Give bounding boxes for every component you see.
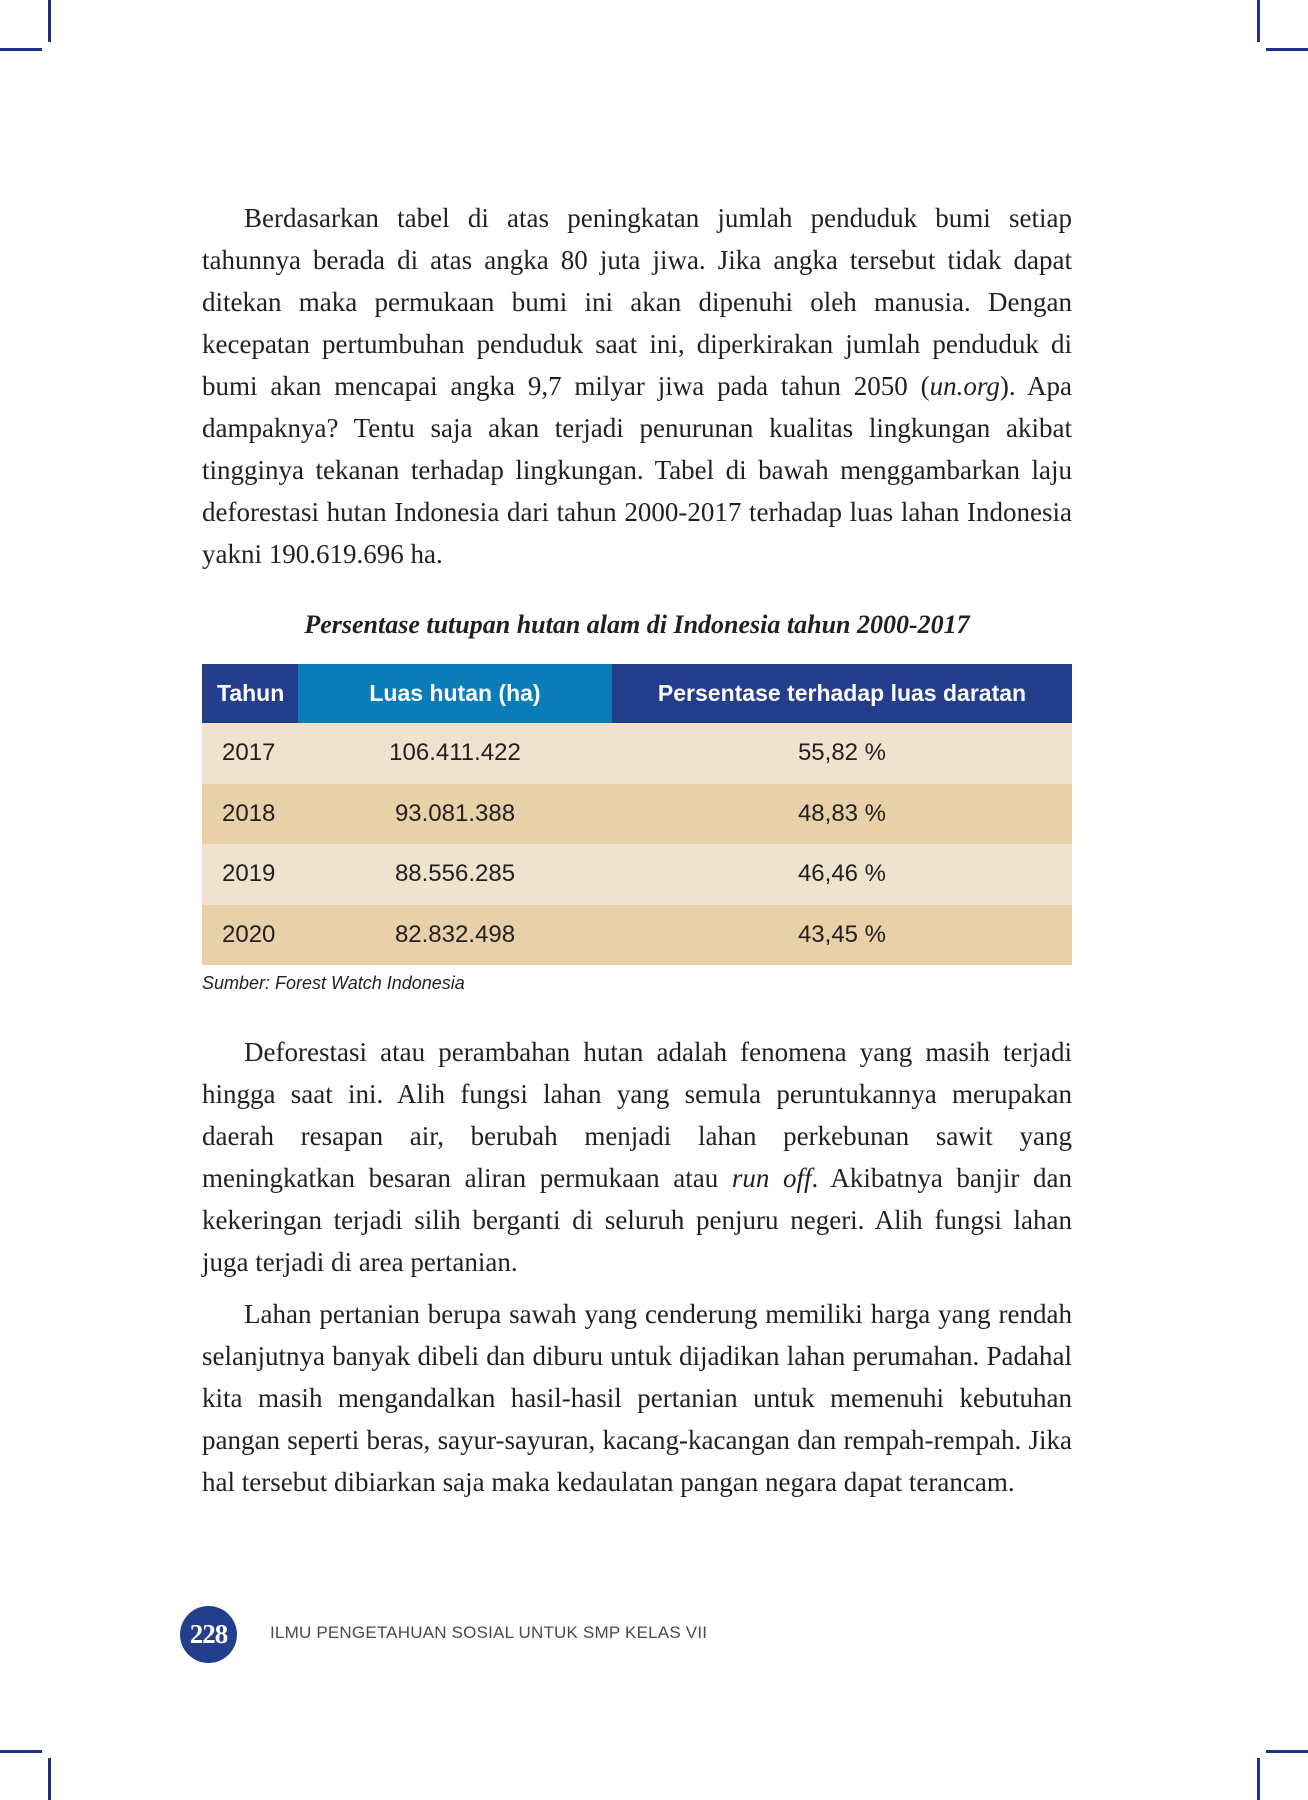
crop-mark-bottom-left-horizontal [0,1750,42,1753]
column-header-forest-area: Luas hutan (ha) [298,664,612,723]
crop-mark-top-right-vertical [1257,0,1260,42]
table-row [202,784,1072,845]
cell-year: 2020 [202,905,298,966]
table-row [202,844,1072,905]
paragraph-agriculture: Lahan pertanian berupa sawah yang cenderung memiliki harga yang rendah selanjutnya banyak dibeli dan diburu untuk dijadikan lahan perumahan. Padahal kita masih mengandalkan hasil-hasil pertanian untuk memenuhi kebutuhan pangan seperti beras, sayur-sayuran, kacang-kacangan dan rempah-rempah. Jika hal tersebut dibiarkan saja maka kedaulatan pangan negara dapat terancam. [202,1299,1072,1497]
term-run-off: run off [731,1163,812,1193]
table-caption: Persentase tutupan hutan alam di Indonesia tahun 2000-2017 [304,610,970,639]
running-footer-title: ILMU PENGETAHUAN SOSIAL UNTUK SMP KELAS VII [270,1623,708,1642]
crop-mark-bottom-right-horizontal [1266,1750,1308,1753]
column-header-year: Tahun [202,664,298,723]
cell-percentage: 46,46 % [612,844,1072,905]
paragraph-deforestation: Deforestasi atau perambahan hutan adalah fenomena yang masih terjadi hingga saat ini. Alih fungsi lahan yang semula peruntukannya merupakan daerah resapan air, berubah menjadi lahan perkebunan sawit yang meningkatkan besaran aliran permukaan atau run off. Akibatnya banjir dan kekeringan terjadi silih berganti di seluruh penjuru negeri. Alih fungsi lahan juga terjadi di area pertanian. [202,1037,1072,1277]
crop-mark-top-left-horizontal [0,48,42,51]
cell-year: 2019 [202,844,298,905]
cell-forest-area: 82.832.498 [298,905,612,966]
cell-percentage: 48,83 % [612,784,1072,845]
forest-cover-table [202,664,1072,965]
cell-year: 2018 [202,784,298,845]
table-header-row [202,664,1072,723]
crop-mark-top-right-horizontal [1266,48,1308,51]
cell-forest-area: 88.556.285 [298,844,612,905]
cell-year: 2017 [202,723,298,784]
cell-percentage: 55,82 % [612,723,1072,784]
crop-mark-bottom-right-vertical [1257,1758,1260,1800]
page-number-badge: 228 [180,1606,237,1663]
table-row [202,723,1072,784]
crop-mark-top-left-vertical [48,0,51,42]
paragraph-population: Berdasarkan tabel di atas peningkatan jumlah penduduk bumi setiap tahunnya berada di atas angka 80 juta jiwa. Jika angka tersebut tidak dapat ditekan maka permukaan bumi ini akan dipenuhi oleh manusia. Dengan kecepatan pertumbuhan penduduk saat ini, diperkirakan jumlah penduduk di bumi akan mencapai angka 9,7 milyar jiwa pada tahun 2050 (un.org). Apa dampaknya? Tentu saja akan terjadi penurunan kualitas lingkungan akibat tingginya tekanan terhadap lingkungan. Tabel di bawah menggambarkan laju deforestasi hutan Indonesia dari tahun 2000-2017 terhadap luas lahan Indonesia yakni 190.619.696 ha. [202,203,1072,569]
source-reference: un.org [929,371,1000,401]
cell-forest-area: 93.081.388 [298,784,612,845]
crop-mark-bottom-left-vertical [48,1758,51,1800]
cell-percentage: 43,45 % [612,905,1072,966]
cell-forest-area: 106.411.422 [298,723,612,784]
table-row [202,905,1072,966]
column-header-percentage: Persentase terhadap luas daratan [612,664,1072,723]
table-source: Sumber: Forest Watch Indonesia [202,973,465,993]
